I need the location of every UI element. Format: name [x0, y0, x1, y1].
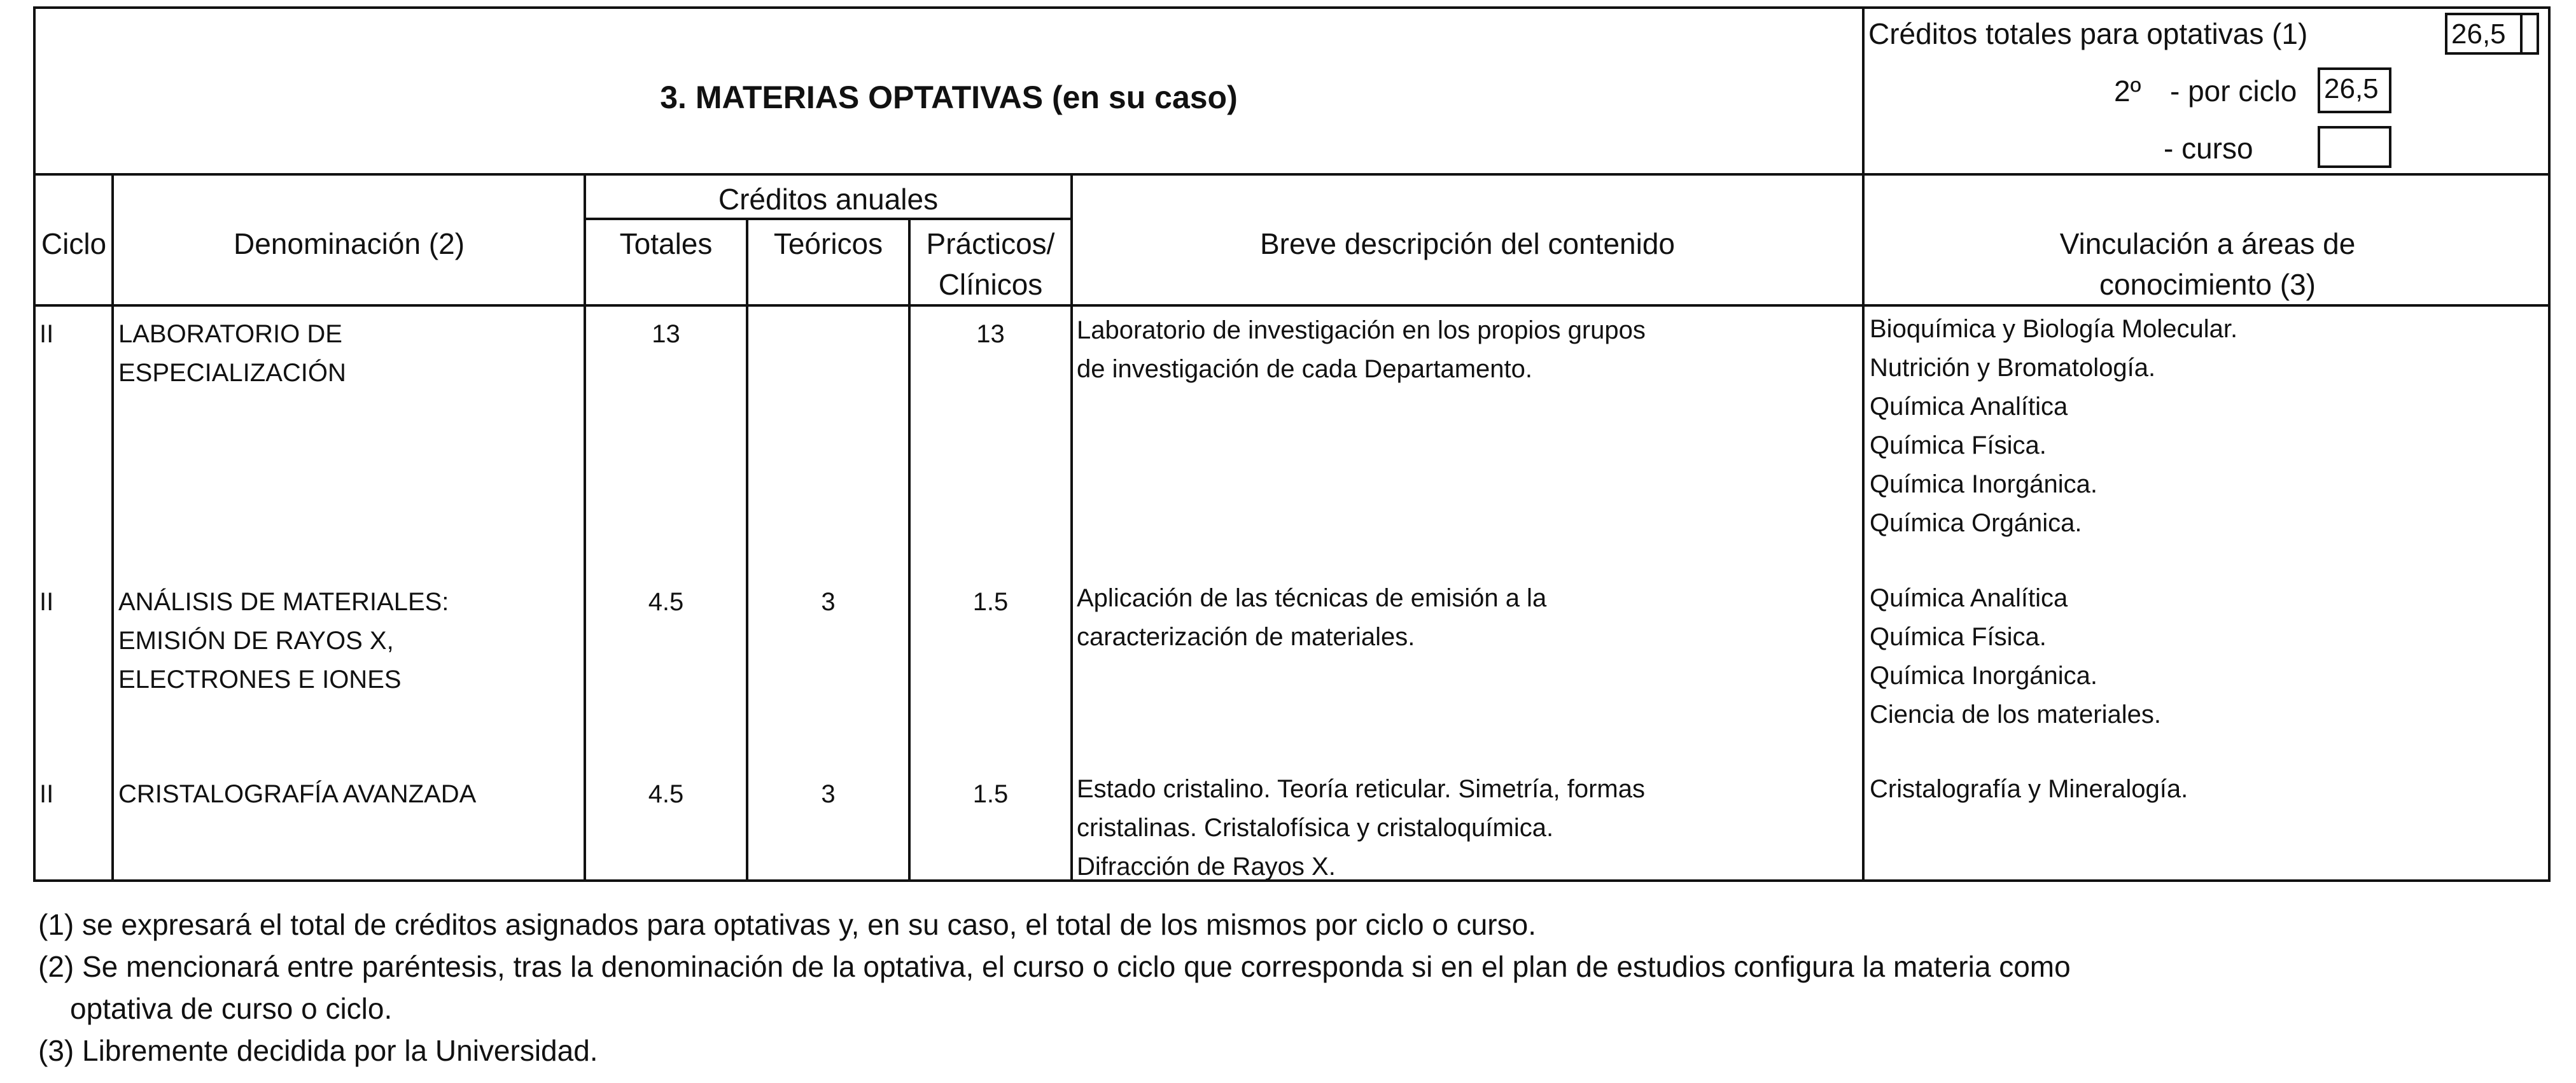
table-row-3-denominacion: CRISTALOGRAFÍA AVANZADA [118, 780, 477, 808]
header-teoricos: Teóricos [773, 227, 883, 260]
total-credits-extra-box [2520, 13, 2539, 55]
header-vinculacion-line2: conocimiento (3) [2099, 268, 2316, 301]
header-denominacion: Denominación (2) [233, 227, 465, 260]
footnote-2-continuation: optativa de curso o ciclo. [70, 992, 393, 1025]
table-row-3-descripcion: Estado cristalino. Teoría reticular. Simetría, formas cristalinas. Cristalofísica y cristaloquímica. Difracción de Rayos X. [1077, 775, 1645, 881]
subheader-divider [584, 218, 1070, 220]
table-row-2-ciclo: II [39, 588, 54, 616]
table-row-2-descripcion: Aplicación de las técnicas de emisión a la caracterización de materiales. [1077, 584, 1547, 651]
section-title: 3. MATERIAS OPTATIVAS (en su caso) [660, 80, 1238, 115]
body-divider [33, 304, 2551, 307]
header-ciclo: Ciclo [41, 227, 107, 260]
header-creditos-anuales: Créditos anuales [718, 183, 939, 216]
col-divider-ciclo [111, 173, 114, 882]
table-row-2-teoricos: 3 [821, 588, 836, 616]
table-row-2-practicos: 1.5 [972, 588, 1009, 616]
course-label: - curso [2164, 132, 2253, 165]
table-row-3-areas: Cristalografía y Mineralogía. [1870, 775, 2188, 803]
header-descripcion: Breve descripción del contenido [1259, 227, 1676, 260]
table-row-1-denominacion: LABORATORIO DE ESPECIALIZACIÓN [118, 320, 346, 387]
header-practicos-line2: Clínicos [938, 268, 1043, 301]
table-row-2-areas: Química Analítica Química Física. Química Inorgánica. Ciencia de los materiales. [1870, 584, 2161, 729]
footnote-2: (2) Se mencionará entre paréntesis, tras la denominación de la optativa, el curso o ciclo que corresponda si en el plan de estudios configura la materia como [38, 950, 2071, 983]
table-row-3-ciclo: II [39, 780, 54, 808]
total-credits-label: Créditos totales para optativas (1) [1868, 17, 2308, 50]
col-divider-practicos [1070, 173, 1073, 882]
table-row-1-areas: Bioquímica y Biología Molecular. Nutrición y Bromatología. Química Analítica Química Física. Química Inorgánica. Química Orgánica. [1870, 315, 2238, 537]
table-row-1-totales: 13 [652, 320, 680, 348]
cycle-credits-value: 26,5 [2318, 67, 2391, 113]
cycle-label: - por ciclo [2170, 74, 2297, 108]
table-row-3-totales: 4.5 [648, 780, 684, 808]
header-practicos-line1: Prácticos/ [926, 227, 1055, 260]
table-row-1-descripcion: Laboratorio de investigación en los propios grupos de investigación de cada Departamento. [1077, 316, 1646, 383]
table-row-3-teoricos: 3 [821, 780, 836, 808]
header-divider [33, 173, 2551, 176]
header-totales: Totales [619, 227, 713, 260]
header-vinculacion-line1: Vinculación a áreas de [2059, 227, 2356, 260]
table-row-1-practicos: 13 [976, 320, 1005, 348]
footnote-3: (3) Libremente decidida por la Universidad. [38, 1034, 598, 1067]
table-row-3-practicos: 1.5 [972, 780, 1009, 808]
cycle-prefix: 2º [2114, 74, 2141, 108]
course-credits-value [2318, 126, 2391, 168]
table-row-2-denominacion: ANÁLISIS DE MATERIALES: EMISIÓN DE RAYOS X, ELECTRONES E IONES [118, 588, 449, 694]
footnote-1: (1) se expresará el total de créditos asignados para optativas y, en su caso, el total de los mismos por ciclo o curso. [38, 908, 1536, 941]
table-row-1-ciclo: II [39, 320, 54, 348]
table-row-2-totales: 4.5 [648, 588, 684, 616]
panel-divider [1862, 6, 1865, 882]
total-credits-value: 26,5 [2445, 13, 2523, 55]
